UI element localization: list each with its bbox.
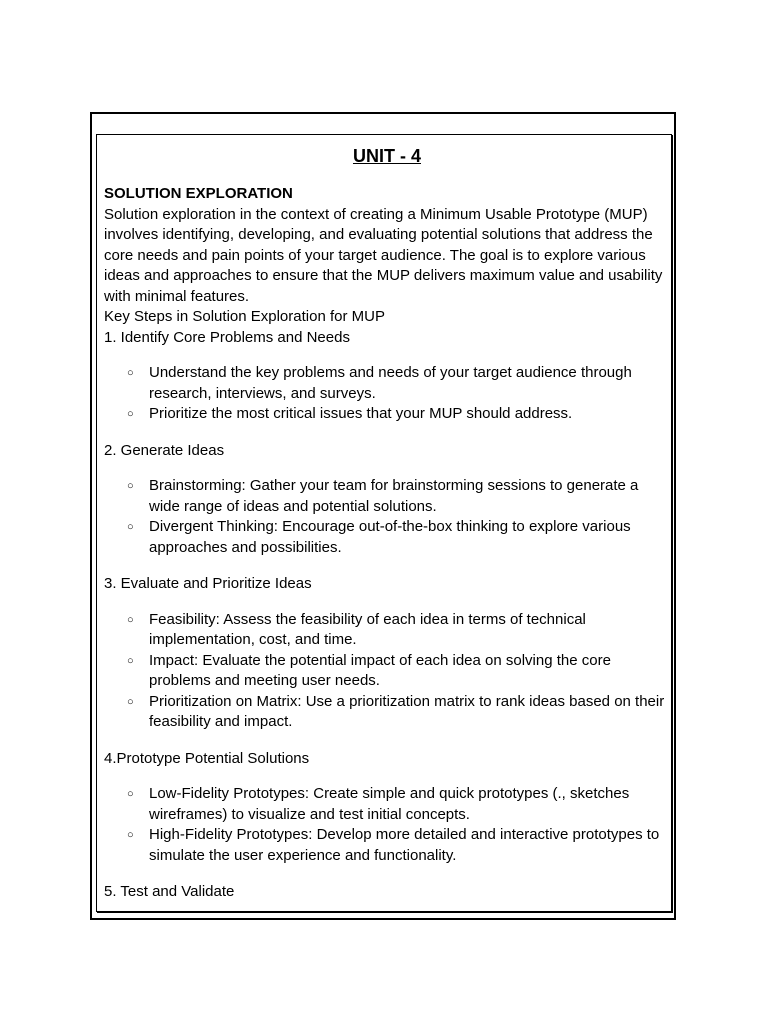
step-1 <box>104 328 670 425</box>
unit-title: UNIT - 4 <box>352 146 421 166</box>
step-3 <box>104 574 670 733</box>
hollow-circle-bullet-icon: ○ <box>127 367 134 379</box>
step-title: 3. Evaluate and Prioritize Ideas <box>104 575 312 592</box>
bullet-item <box>104 476 670 517</box>
key-steps-heading: Key Steps in Solution Exploration for MUP <box>104 308 385 325</box>
step-bullet-list <box>104 476 670 558</box>
bullet-text: Prioritization on Matrix: Use a prioritization matrix to rank ideas based on their feasibility and impact. <box>149 692 665 730</box>
intro-paragraph: Solution exploration in the context of creating a Minimum Usable Prototype (MUP) involves identifying, developing, and evaluating potential solutions that address the core needs and pain points of your target audience. The goal is to explore various ideas and approaches to ensure that the MUP delivers maximum value and usability with minimal features. <box>104 205 663 305</box>
bullet-text: Low-Fidelity Prototypes: Create simple and quick prototypes (., sketches wireframes) to visualize and test initial concepts. <box>149 785 630 823</box>
bullet-text: Brainstorming: Gather your team for brainstorming sessions to generate a wide range of ideas and potential solutions. <box>149 477 639 515</box>
step-2 <box>104 441 670 559</box>
bullet-text: Divergent Thinking: Encourage out-of-the-box thinking to explore various approaches and possibilities. <box>149 518 631 556</box>
bullet-item <box>104 363 670 404</box>
step-title: 5. Test and Validate <box>104 883 235 900</box>
hollow-circle-bullet-icon: ○ <box>127 521 134 533</box>
document-content <box>104 140 670 903</box>
hollow-circle-bullet-icon: ○ <box>127 695 134 708</box>
step-5 <box>104 882 670 903</box>
step-bullet-list <box>104 363 670 425</box>
bullet-item <box>104 610 670 651</box>
bullet-text: High-Fidelity Prototypes: Develop more detailed and interactive prototypes to simulate the user experience and functionality. <box>149 826 660 864</box>
hollow-circle-bullet-icon: ○ <box>127 480 134 492</box>
step-bullet-list <box>104 610 670 733</box>
bullet-item <box>104 784 670 825</box>
bullet-text: Feasibility: Assess the feasibility of each idea in terms of technical implementation, cost, and time. <box>149 610 586 648</box>
step-title: 2. Generate Ideas <box>104 441 225 459</box>
bullet-item <box>104 692 670 733</box>
step-bullet-list <box>104 784 670 866</box>
bullet-text: Impact: Evaluate the potential impact of each idea on solving the core problems and meeting user needs. <box>149 651 611 689</box>
bullet-item <box>104 404 670 425</box>
section-heading: SOLUTION EXPLORATION <box>104 185 293 202</box>
hollow-circle-bullet-icon: ○ <box>127 654 134 667</box>
bullet-text: Understand the key problems and needs of your target audience through research, interviews, and surveys. <box>149 364 632 402</box>
bullet-item <box>104 825 670 866</box>
hollow-circle-bullet-icon: ○ <box>127 613 134 626</box>
hollow-circle-bullet-icon: ○ <box>127 829 134 841</box>
bullet-text: Prioritize the most critical issues that your MUP should address. <box>149 405 573 422</box>
bullet-item <box>104 651 670 692</box>
bullet-item <box>104 517 670 558</box>
step-4 <box>104 749 670 867</box>
hollow-circle-bullet-icon: ○ <box>127 408 134 420</box>
step-title: 4.Prototype Potential Solutions <box>104 749 310 767</box>
step-title: 1. Identify Core Problems and Needs <box>104 328 350 346</box>
hollow-circle-bullet-icon: ○ <box>127 788 134 800</box>
